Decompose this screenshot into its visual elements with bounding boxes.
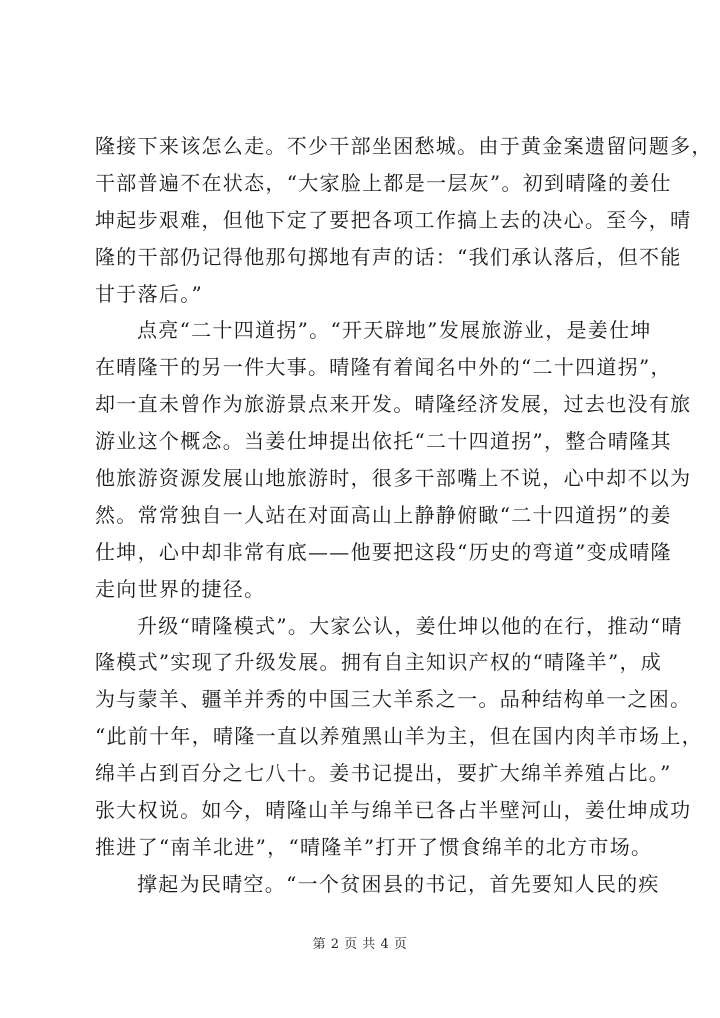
paragraph-people: [95, 866, 660, 903]
text-line: 绵羊占到百分之七八十。姜书记提出，要扩大绵羊养殖占比。”: [95, 761, 672, 786]
text-line: 点亮“二十四道拐”。“开天辟地”发展旅游业，是姜仕坤: [137, 318, 652, 343]
text-line: 干部普遍不在状态，“大家脸上都是一层灰”。初到晴隆的姜仕: [95, 170, 672, 195]
text-line: 隆接下来该怎么走。不少干部坐困愁城。由于黄金案遗留问题多，: [95, 134, 713, 158]
text-line: 甘于落后。”: [95, 281, 204, 306]
text-line: 为与蒙羊、疆羊并秀的中国三大羊系之一。品种结构单一之困。: [95, 687, 692, 712]
paragraph-qinglong-model: [95, 608, 703, 866]
paragraph-continuation: [95, 128, 713, 312]
text-line: 在晴隆干的另一件大事。晴隆有着闻名中外的“二十四道拐”，: [95, 355, 672, 380]
text-line: 游业这个概念。当姜仕坤提出依托“二十四道拐”，整合晴隆其: [95, 429, 672, 454]
text-line: 然。常常独自一人站在对面高山上静静俯瞰“二十四道拐”的姜: [95, 502, 672, 527]
document-body: [95, 128, 713, 903]
text-line: 他旅游资源发展山地旅游时，很多干部嘴上不说，心中却不以为: [95, 466, 692, 491]
text-line: 坤起步艰难，但他下定了要把各项工作搞上去的决心。至今，晴: [95, 207, 692, 232]
text-line: 走向世界的捷径。: [95, 576, 266, 601]
page-number-footer: 第 2 页 共 4 页: [312, 937, 408, 952]
text-line: 升级“晴隆模式”。大家公认，姜仕坤以他的在行，推动“晴: [137, 613, 683, 638]
text-line: “此前十年，晴隆一直以养殖黑山羊为主，但在国内肉羊市场上，: [95, 724, 703, 749]
text-line: 推进了“南羊北进”，“晴隆羊”打开了惯食绵羊的北方市场。: [95, 834, 653, 859]
text-line: 隆模式”实现了升级发展。拥有自主知识产权的“晴隆羊”，成: [95, 650, 663, 675]
paragraph-tourism: [95, 312, 692, 607]
text-line: 却一直未曾作为旅游景点来开发。晴隆经济发展，过去也没有旅: [95, 392, 692, 417]
text-line: 仕坤，心中却非常有底——他要把这段“历史的弯道”变成晴隆: [95, 539, 672, 564]
text-line: 隆的干部仍记得他那句掷地有声的话：“我们承认落后，但不能: [95, 244, 682, 269]
text-line: 张大权说。如今，晴隆山羊与绵羊已各占半壁河山，姜仕坤成功: [95, 798, 692, 823]
text-line: 撑起为民晴空。“一个贫困县的书记，首先要知人民的疾: [137, 871, 660, 896]
